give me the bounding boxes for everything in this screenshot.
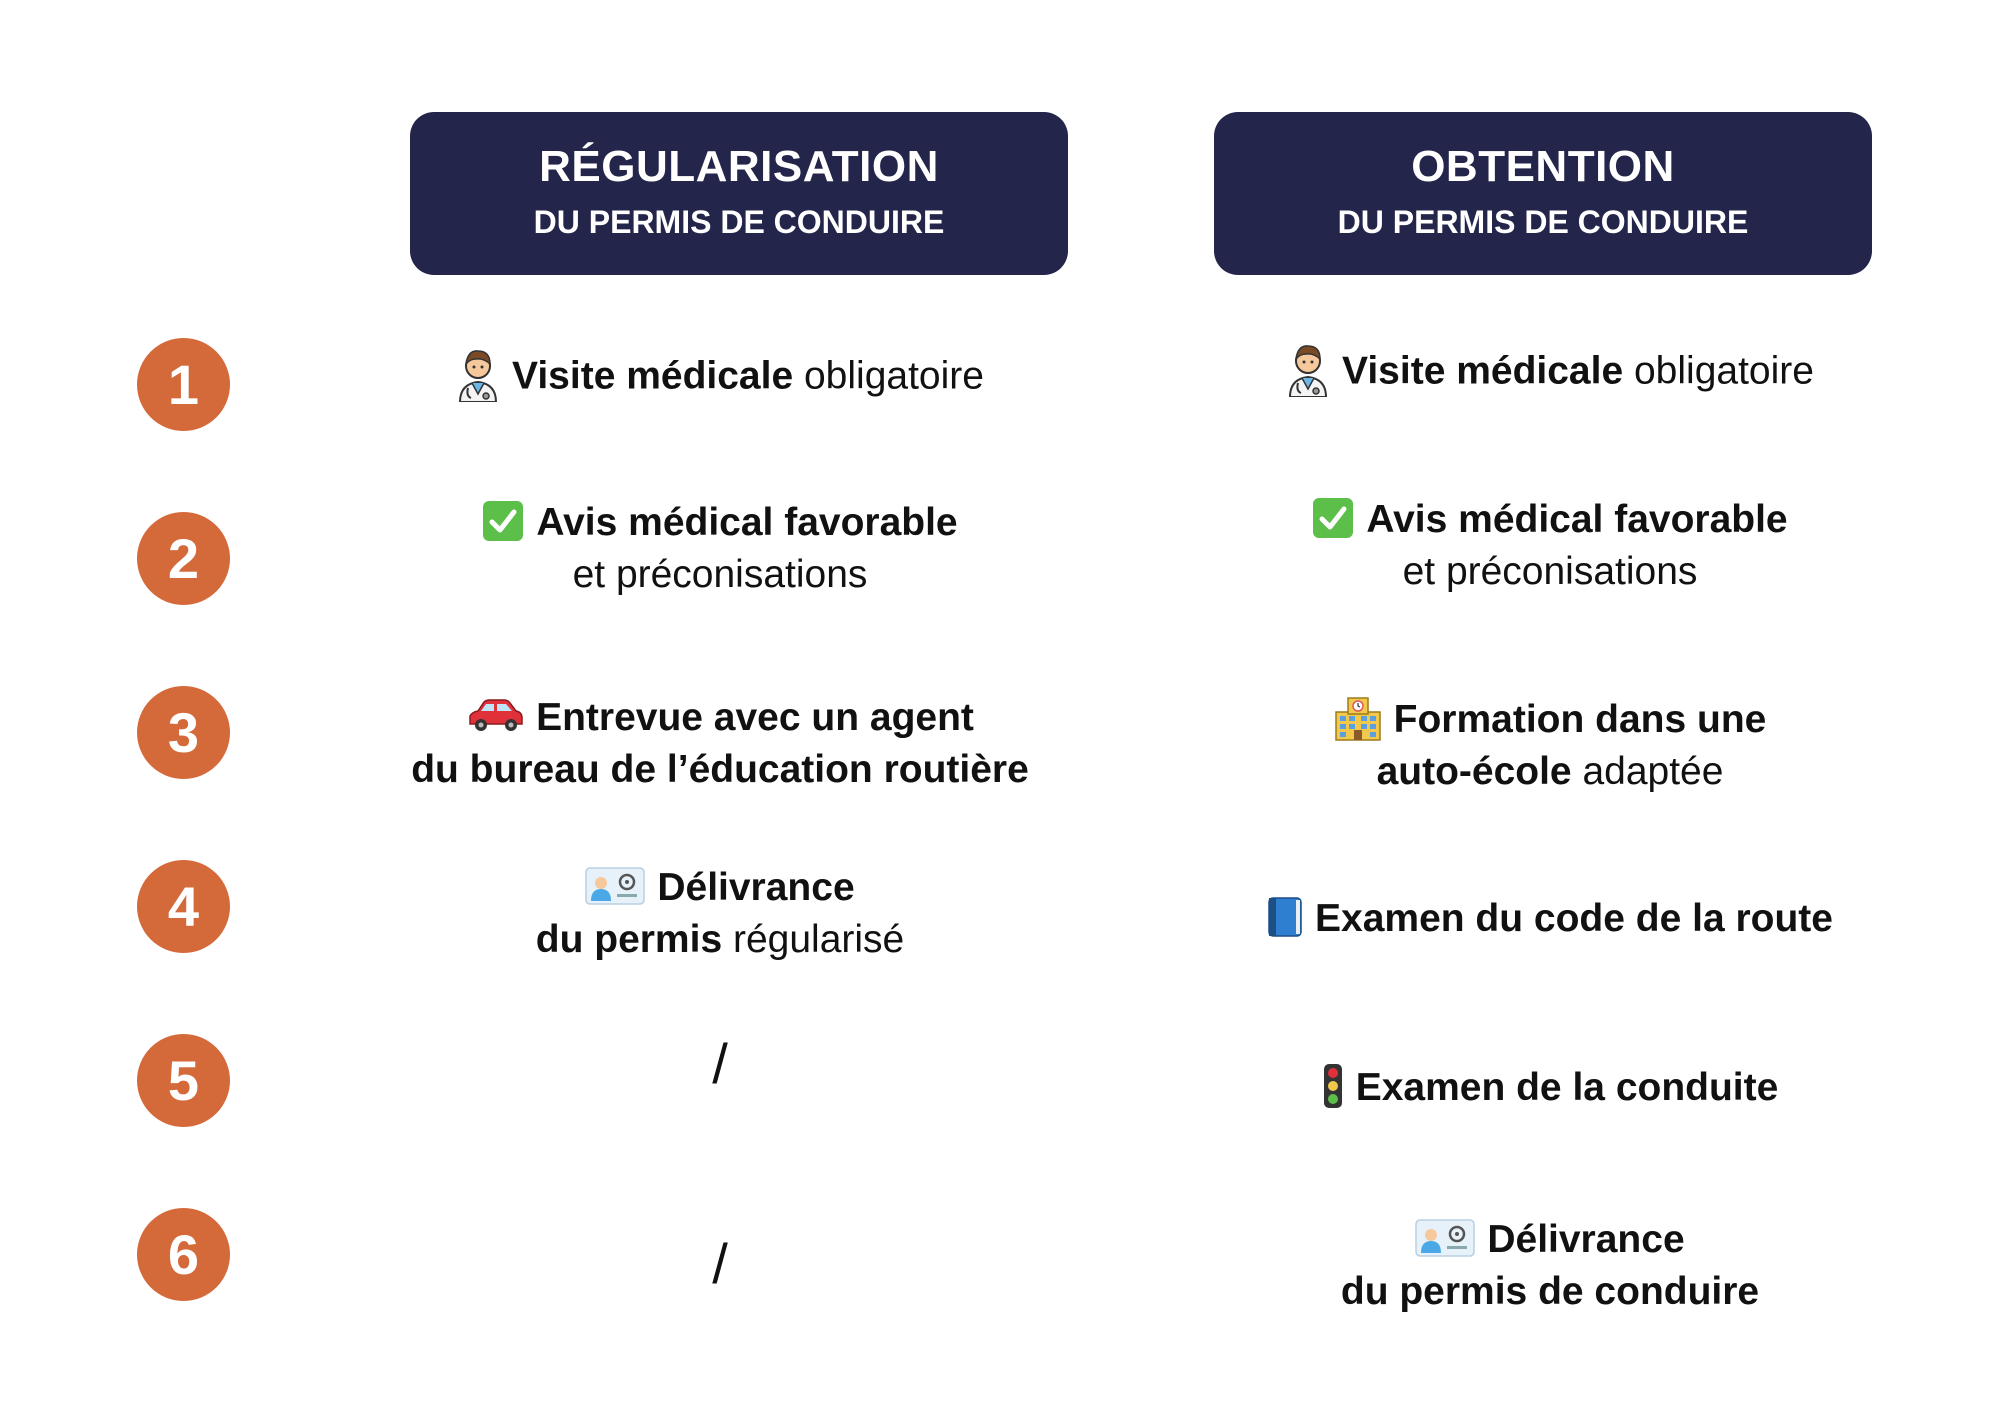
step-2-obtention bbox=[1190, 494, 1910, 598]
step-5-regularisation bbox=[360, 1032, 1080, 1097]
step-2-regularisation bbox=[360, 497, 1080, 601]
step-5-right-line1: Examen de la conduite bbox=[1355, 1066, 1779, 1109]
step-4-right-line1: Examen du code de la route bbox=[1315, 897, 1833, 940]
header-regularisation bbox=[410, 112, 1068, 275]
step-3-left-line2: du bureau de l’éducation routière bbox=[411, 748, 1029, 791]
header-subtitle: DU PERMIS DE CONDUIRE bbox=[533, 204, 945, 240]
step-2-left-line2: et préconisations bbox=[572, 553, 868, 596]
step-1-obtention bbox=[1190, 345, 1910, 401]
step-2-left-line1: Avis médical favorable bbox=[536, 501, 958, 544]
step-4-left-line2-regular: régularisé bbox=[722, 918, 905, 961]
step-2-right-line1: Avis médical favorable bbox=[1366, 498, 1788, 541]
step-3-right-line1: Formation dans une bbox=[1393, 698, 1767, 741]
step-3-right-line2-bold: auto-école bbox=[1376, 750, 1572, 793]
step-6-regularisation bbox=[360, 1232, 1080, 1297]
step-5-obtention bbox=[1190, 1062, 1910, 1114]
step-number-2: 2 bbox=[137, 512, 230, 605]
school-building-icon bbox=[1334, 694, 1382, 742]
step-3-left-line1: Entrevue avec un agent bbox=[536, 696, 974, 739]
car-icon bbox=[466, 698, 524, 734]
step-6-obtention bbox=[1190, 1214, 1910, 1318]
step-number-4: 4 bbox=[137, 860, 230, 953]
step-6-right-line1: Délivrance bbox=[1487, 1218, 1685, 1261]
id-card-icon bbox=[1415, 1219, 1475, 1257]
doctor-icon bbox=[1286, 341, 1330, 397]
header-subtitle: DU PERMIS DE CONDUIRE bbox=[1337, 204, 1749, 240]
book-icon bbox=[1267, 896, 1303, 938]
step-3-right-line2-regular: adaptée bbox=[1571, 750, 1724, 793]
step-number-6: 6 bbox=[137, 1208, 230, 1301]
step-1-right-regular: obligatoire bbox=[1623, 349, 1814, 393]
step-3-obtention bbox=[1190, 694, 1910, 798]
step-6-left-slash: / bbox=[712, 1232, 728, 1295]
step-4-regularisation bbox=[360, 862, 1080, 966]
step-number-5: 5 bbox=[137, 1034, 230, 1127]
step-4-left-line2-bold: du permis bbox=[535, 918, 723, 961]
step-1-left-regular: obligatoire bbox=[793, 354, 984, 398]
step-1-regularisation bbox=[360, 350, 1080, 406]
step-6-right-line2: du permis de conduire bbox=[1340, 1270, 1760, 1313]
step-number-3: 3 bbox=[137, 686, 230, 779]
header-title: RÉGULARISATION bbox=[539, 142, 939, 191]
step-5-left-slash: / bbox=[712, 1032, 728, 1095]
traffic-light-icon bbox=[1322, 1063, 1344, 1109]
id-card-icon bbox=[585, 867, 645, 905]
step-2-right-line2: et préconisations bbox=[1402, 550, 1698, 593]
doctor-icon bbox=[456, 346, 500, 402]
header-title: OBTENTION bbox=[1411, 142, 1675, 191]
check-icon bbox=[1312, 497, 1354, 539]
step-3-regularisation bbox=[360, 692, 1080, 796]
step-1-right-bold: Visite médicale bbox=[1342, 349, 1624, 393]
step-number-1: 1 bbox=[137, 338, 230, 431]
header-obtention bbox=[1214, 112, 1872, 275]
step-4-obtention bbox=[1190, 893, 1910, 945]
step-4-left-line1: Délivrance bbox=[657, 866, 855, 909]
check-icon bbox=[482, 500, 524, 542]
step-1-left-bold: Visite médicale bbox=[512, 354, 794, 398]
